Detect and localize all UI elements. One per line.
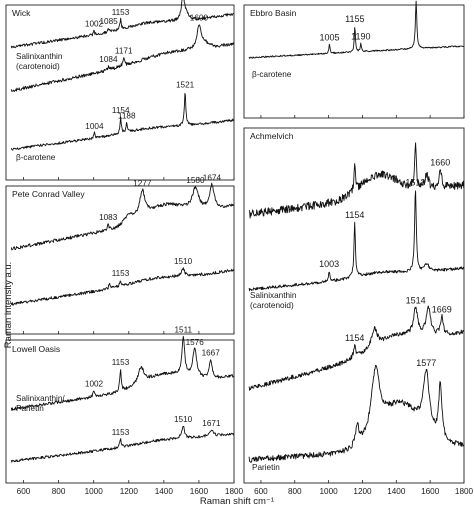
x-tick-label: 1800 [224,487,244,496]
band-label: 1190 [351,31,371,42]
x-tick-label: 1600 [189,487,209,496]
spectrum-line [249,365,464,462]
band-label: 1660 [430,157,451,168]
x-tick-label: 1800 [454,487,474,496]
spectrum-name: Parietin [252,463,280,472]
spectrum-name: Parietin [16,404,44,413]
panel-title: Pete Conrad Valley [12,189,85,199]
spectrum-name: β-carotene [252,70,292,79]
spectrum-line [249,306,464,390]
x-tick-label: 600 [16,487,31,496]
band-label: 1510 [173,256,193,266]
band-label: 1003 [319,259,340,270]
panel-ebbro [244,0,464,118]
panel-title: Achmelvich [250,131,294,141]
band-label: 1667 [201,348,220,358]
x-tick-label: 1600 [421,487,440,496]
band-label: 1153 [111,269,130,279]
spectrum-line [249,143,464,218]
band-label: 1669 [431,304,452,315]
x-tick-label: 1200 [119,487,138,496]
band-label: 1002 [84,19,104,29]
band-label: 1154 [111,106,130,115]
band-label: 1085 [99,16,118,26]
spectrum-line [11,93,234,150]
band-label: 1576 [185,337,204,347]
panel-frame [6,186,234,334]
spectrum-name: (carotenoid) [250,301,294,310]
band-label: 1153 [111,428,130,438]
band-label: 1153 [111,8,130,17]
band-label: 1671 [202,419,221,429]
spectrum-name: Salinixanthin [16,52,63,61]
panel-title: Ebbro Basin [250,8,297,18]
x-tick-label: 1400 [387,487,406,496]
band-label: 1521 [175,80,195,90]
panels-layer [6,0,464,483]
x-tick-label: 1200 [353,487,372,496]
y-axis-label: Raman intensity a.u. [3,261,14,349]
panel-lowell [6,325,234,483]
spectrum-name: Salinixanthin/ [16,394,65,403]
band-label: 1277 [133,178,152,188]
spectrum-name: β-carotene [16,153,56,162]
x-tick-label: 800 [287,487,302,496]
x-axis-label: Raman shift cm⁻¹ [199,496,275,507]
band-label: 1511 [174,325,193,335]
panel-pete [6,173,234,334]
x-tick-label: 1000 [84,487,103,496]
panel-title: Lowell Oasis [12,344,61,354]
panel-achmelvich [244,128,464,483]
band-label: 1083 [99,212,118,222]
spectrum-name: (carotenoid) [16,62,60,71]
x-tick-label: 1000 [319,487,338,496]
band-label: 1577 [416,357,437,368]
x-tick-label: 1400 [154,487,173,496]
x-tick-label: 800 [51,487,66,496]
band-label: 1154 [345,210,365,220]
band-label: 1004 [85,122,104,131]
spectrum-name: Salinixanthin [250,291,297,300]
spectrum-line [249,191,464,291]
band-label: 1600 [189,13,209,23]
band-label: 1002 [84,379,104,389]
panel-title: Wick [12,8,31,18]
band-label: 1513 [405,177,426,188]
band-label: 1674 [202,173,222,183]
band-label: 1084 [99,54,118,64]
band-label: 1188 [117,111,136,121]
band-label: 1171 [114,46,133,56]
band-label: 1514 [405,295,426,306]
band-label: 1510 [173,414,193,424]
band-label: 1005 [319,32,340,43]
band-label: 1153 [111,358,130,367]
x-tick-label: 600 [254,487,268,496]
band-label: 1580 [186,176,205,185]
axes-layer [17,487,474,496]
band-label: 1155 [345,13,365,24]
band-label: 1154 [345,333,365,344]
